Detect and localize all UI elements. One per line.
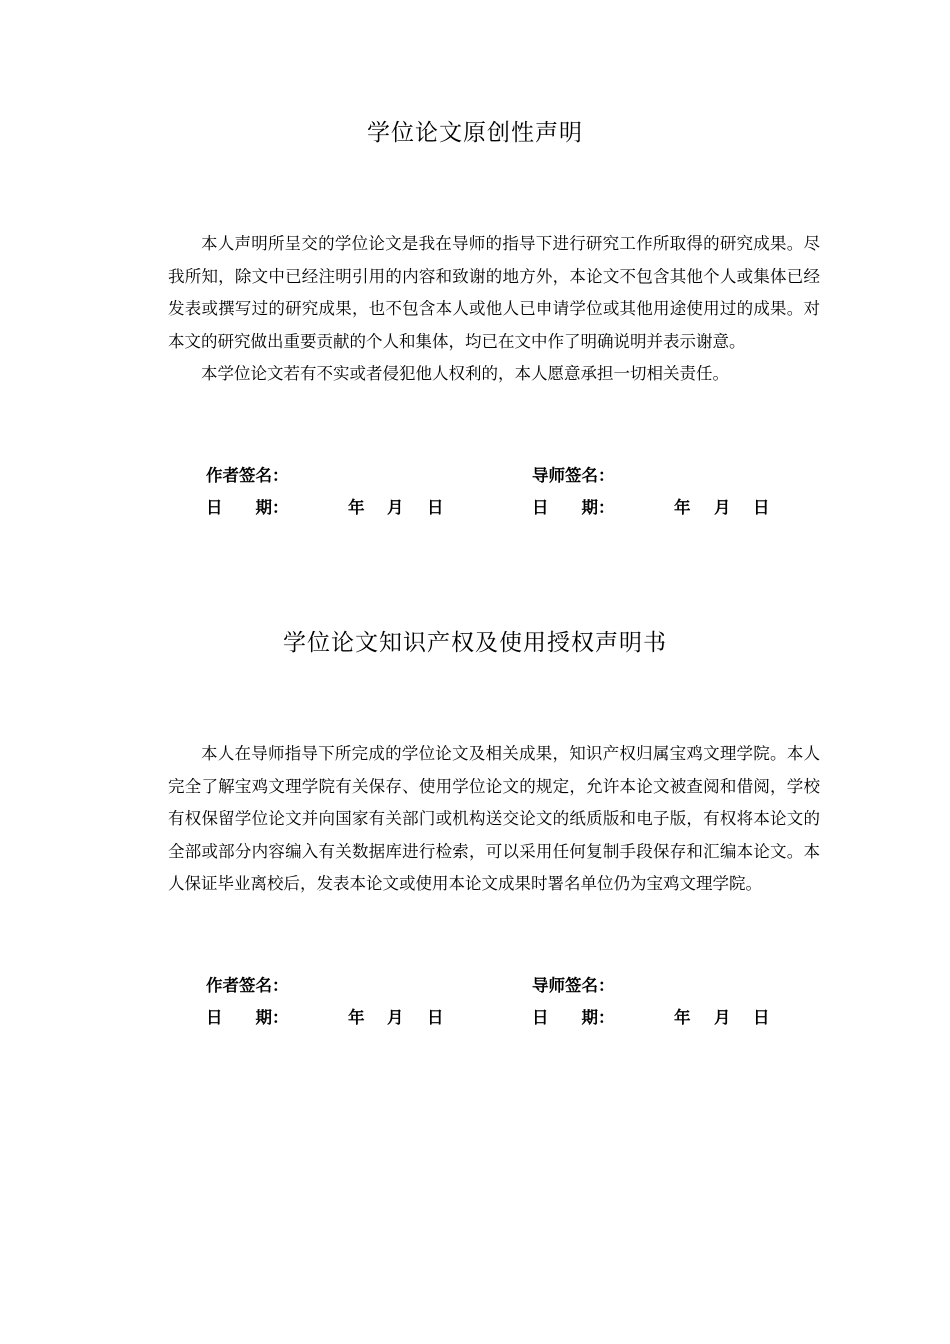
date-row	[206, 1004, 806, 1036]
declaration-body	[168, 228, 820, 391]
authorization-paragraph: 本人在导师指导下所完成的学位论文及相关成果，知识产权归属宝鸡文理学院。本人完全了解宝鸡文理学院有关保存、使用学位论文的规定，允许本论文被查阅和借阅，学校有权保留学位论文并向国家有关部门或机构送交论文的纸质版和电子版，有权将本论文的全部或部分内容编入有关数据库进行检索，可以采用任何复制手段保存和汇编本论文。本人保证毕业离校后，发表本论文或使用本论文成果时署名单位仍为宝鸡文理学院。	[168, 744, 820, 893]
declaration-title: 学位论文原创性声明	[367, 120, 583, 146]
advisor-date-label: 日 期：	[532, 498, 615, 517]
declaration-paragraph: 本人声明所呈交的学位论文是我在导师的指导下进行研究工作所取得的研究成果。尽我所知，除文中已经注明引用的内容和致谢的地方外，本论文不包含其他个人或集体已经发表或撰写过的研究成果，也不包含本人或他人已申请学位或其他用途使用过的成果。对本文的研究做出重要贡献的个人和集体，均已在文中作了明确说明并表示谢意。	[168, 234, 820, 351]
declaration-signature-block	[206, 462, 806, 526]
advisor-date-day: 日	[753, 1008, 770, 1027]
author-signature-label: 作者签名：	[206, 466, 289, 485]
author-date-month: 月	[387, 498, 404, 517]
author-date-day: 日	[427, 1008, 444, 1027]
authorization-signature-block	[206, 972, 806, 1036]
signature-row	[206, 972, 806, 1004]
author-date-month: 月	[387, 1008, 404, 1027]
advisor-date-day: 日	[753, 498, 770, 517]
advisor-signature-label: 导师签名：	[532, 466, 615, 485]
advisor-date-year: 年	[674, 498, 691, 517]
signature-row	[206, 462, 806, 494]
authorization-title: 学位论文知识产权及使用授权声明书	[283, 630, 667, 656]
author-date-label: 日 期：	[206, 1008, 289, 1027]
authorization-body	[168, 738, 820, 901]
author-date-year: 年	[348, 498, 365, 517]
author-date-label: 日 期：	[206, 498, 289, 517]
author-signature-label: 作者签名：	[206, 976, 289, 995]
author-date-day: 日	[427, 498, 444, 517]
advisor-date-label: 日 期：	[532, 1008, 615, 1027]
advisor-date-year: 年	[674, 1008, 691, 1027]
advisor-signature-label: 导师签名：	[532, 976, 615, 995]
declaration-paragraph: 本学位论文若有不实或者侵犯他人权利的，本人愿意承担一切相关责任。	[201, 364, 729, 383]
author-date-year: 年	[348, 1008, 365, 1027]
advisor-date-month: 月	[714, 498, 731, 517]
date-row	[206, 494, 806, 526]
advisor-date-month: 月	[714, 1008, 731, 1027]
